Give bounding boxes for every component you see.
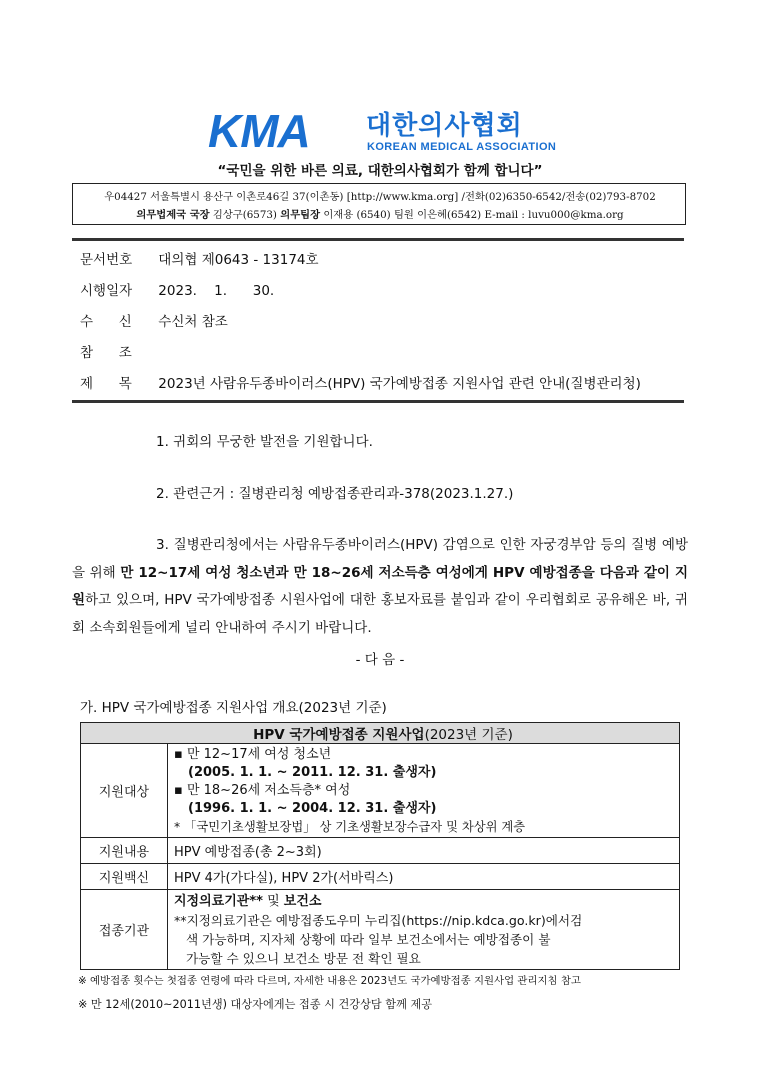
doc-number: 대의협 제0643 - 13174호: [158, 252, 319, 268]
target-line: (2005. 1. 1. ~ 2011. 12. 31. 출생자): [188, 764, 437, 780]
vaccine-value: HPV 4가(가다실), HPV 2가(서바릭스): [168, 864, 680, 890]
paragraph-1: 1. 귀회의 무궁한 발전을 기원합니다.: [156, 434, 373, 450]
note-1: ※ 예방접종 횟수는 첫접종 연령에 따라 다르며, 자세한 내용은 2023년도 국가예방접종 지원사업 관리지침 참고: [78, 975, 581, 987]
table-header: [81, 723, 680, 744]
address-line: 우04427 서울특별시 용산구 이촌로46길 37(이촌동) [http://www.kma.org] /전화(02)6350-6542/전송(02)793-8702: [104, 191, 656, 203]
slogan: “국민을 위한 바른 의료, 대한의사협회가 함께 합니다”: [217, 163, 543, 179]
date-value: 2023. 1. 30.: [158, 283, 275, 299]
date-label: 시행일자: [80, 283, 133, 299]
institution-line: 색 가능하며, 지자체 상황에 따라 일부 보건소에서는 예방접종이 불: [186, 931, 551, 947]
contact-line: [73, 206, 687, 221]
paragraph-3: [72, 532, 688, 642]
date-row: [80, 281, 274, 301]
paragraph-3-highlight: 만 12~17세 여성 청소년과 만 18~26세 저소득층 여성에게 HPV 예방접종을 다음과 같이 지원: [72, 564, 688, 608]
content-value: HPV 예방접종(총 2~3회): [168, 838, 680, 864]
institution-line: 가능할 수 있으니 보건소 방문 전 확인 필요: [186, 950, 421, 966]
kma-logo: KMA: [208, 105, 310, 157]
table-title-basis: (2023년 기준): [424, 727, 513, 743]
paragraph-3-tail: 하고 있으며, HPV 국가예방접종 시원사업에 대한 홍보자료를 붙임과 같이 우리협회로 공유해온 바, 귀회 소속회원들에게 널리 안내하여 주시기 바랍니다.: [72, 592, 688, 636]
subject-row: [80, 374, 641, 394]
address-box: [72, 183, 686, 225]
section-a-heading: 가. HPV 국가예방접종 지원사업 개요(2023년 기준): [80, 700, 387, 716]
content-label: 지원내용: [81, 838, 168, 864]
designated-clinic: 지정의료기관**: [174, 893, 263, 909]
recipient-value: 수신처 참조: [158, 314, 228, 330]
target-footnote: * 「국민기초생활보장법」 상 기초생활보장수급자 및 차상위 계층: [174, 819, 526, 834]
doc-number-label: 문서번호: [80, 252, 133, 268]
target-line: ▪ 만 12~17세 여성 청소년: [174, 746, 332, 762]
divider: [72, 400, 684, 403]
dept-name: 김상구(6573): [212, 209, 277, 221]
subject-label: 제 목: [80, 376, 132, 392]
institution-cell: [168, 890, 680, 970]
recipient-label: 수 신: [80, 314, 132, 330]
table-title: HPV 국가예방접종 지원사업: [253, 727, 425, 743]
team-label: 의무팀장: [280, 209, 321, 221]
doc-number-row: [80, 250, 319, 270]
target-line: ▪ 만 18~26세 저소득층* 여성: [174, 782, 351, 798]
reference-label: 참 조: [80, 345, 132, 361]
paragraph-3-lead: 3. 질병관리청에서는 사람유두종바이러스(HPV) 감염으로 인한 자궁경부암 등의 질병 예방을 위해: [72, 537, 688, 581]
health-center: 보건소: [283, 893, 322, 909]
dept-label: 의무법제국 국장: [136, 209, 210, 221]
note-2: ※ 만 12세(2010~2011년생) 대상자에게는 접종 시 건강상담 함께 제공: [78, 998, 433, 1011]
institution-line: **지정의료기관은 예방접종도우미 누리집(https://nip.kdca.go.kr)에서검: [174, 912, 583, 928]
paragraph-2: 2. 관련근거 : 질병관리청 예방접종관리과-378(2023.1.27.): [156, 486, 514, 502]
divider: [72, 238, 684, 241]
subject-value: 2023년 사람유두종바이러스(HPV) 국가예방접종 지원사업 관련 안내(질병관리청): [158, 376, 641, 392]
target-cell: [168, 744, 680, 838]
target-label: 지원대상: [81, 744, 168, 838]
and-word: 및: [262, 893, 284, 909]
da-eum-heading: - 다 음 -: [355, 652, 405, 668]
institution-line: [174, 892, 679, 911]
logo-english-name: KOREAN MEDICAL ASSOCIATION: [367, 141, 557, 153]
reference-row: [80, 343, 154, 363]
target-line: (1996. 1. 1. ~ 2004. 12. 31. 출생자): [188, 800, 437, 816]
institution-label: 접종기관: [81, 890, 168, 970]
vaccine-label: 지원백신: [81, 864, 168, 890]
logo-korean-name: 대한의사협회: [366, 111, 523, 141]
recipient-row: [80, 312, 228, 332]
hpv-support-table: [80, 722, 680, 970]
team-contact: 이재용 (6540) 팀원 이은혜(6542) E-mail : luvu000@kma.org: [323, 209, 624, 221]
